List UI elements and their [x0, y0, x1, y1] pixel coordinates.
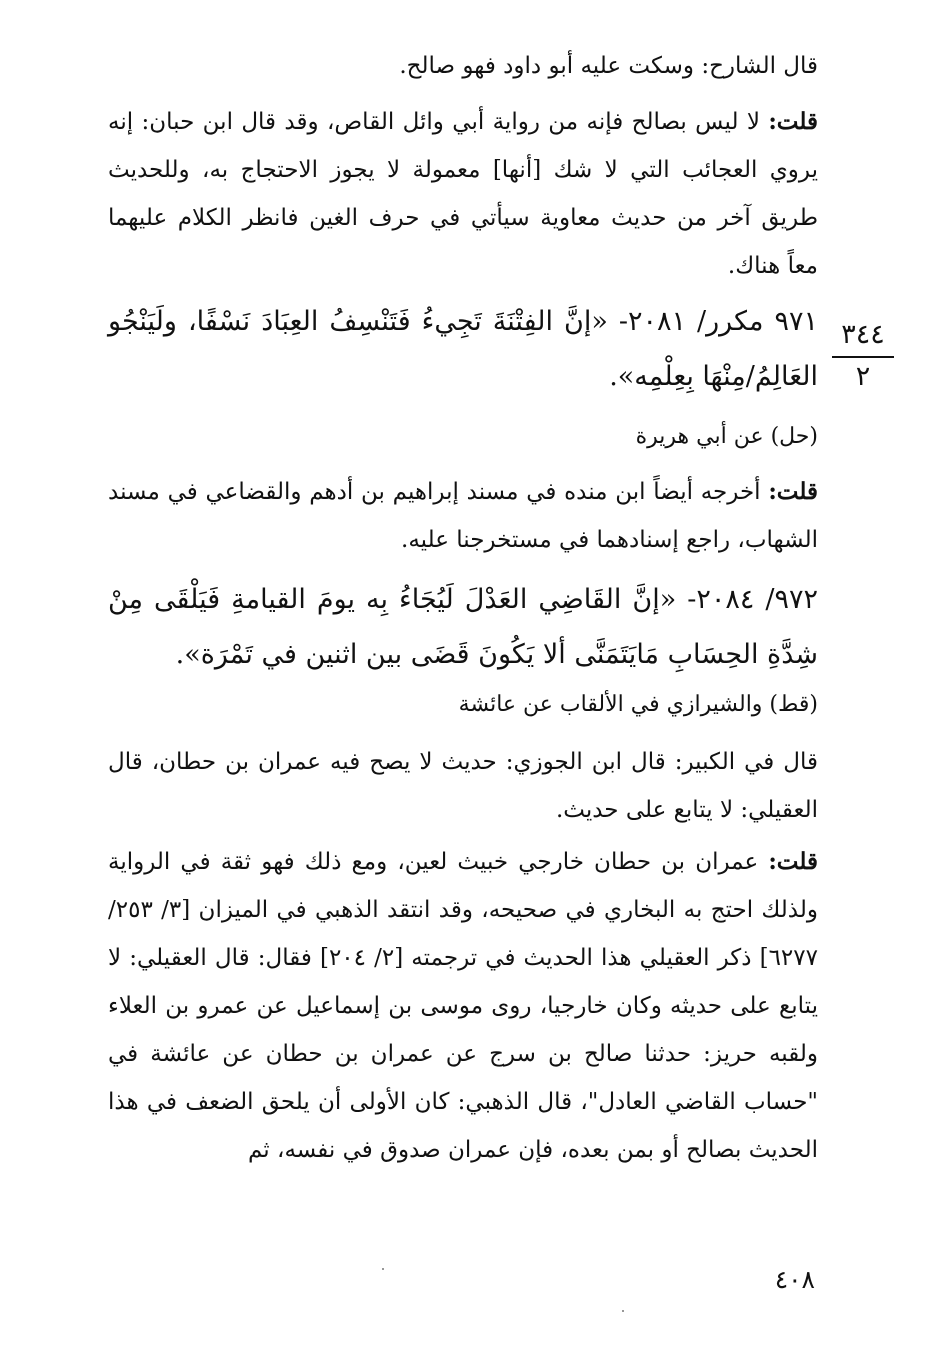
- lead-word: قلت:: [768, 108, 818, 135]
- hadith-text: ٩٧٢/ ٢٠٨٤- «إنَّ القَاضِي العَدْلَ لَيُجَاءُ بِه يومَ القيامةِ فَيَلْقَى مِنْ شِدَّةِ الحِسَابِ مَايَتَمَنَّى ألا يَكُونَ قَضَى بين اثنين في تَمْرَة».: [108, 584, 818, 670]
- commentator-quote: [108, 42, 818, 90]
- source-line-1: [108, 416, 818, 457]
- scan-speck: [622, 1310, 624, 1312]
- source-line-2: [108, 684, 818, 725]
- hadith-971: [108, 294, 818, 404]
- scan-speck: [382, 1268, 384, 1270]
- margin-reference: [832, 318, 894, 394]
- author-note-1: [108, 98, 818, 290]
- hadith-text: ٩٧١ مكرر/ ٢٠٨١- «إنَّ الفِتْنَةَ تَجِيءُ فَتَنْسِفُ العِبَادَ نَسْفًا، ولَيَنْجُو العَالِمُ/مِنْهَا بِعِلْمِه».: [108, 306, 818, 392]
- source-text: (قط) والشيرازي في الألقاب عن عائشة: [458, 692, 818, 717]
- al-kabir-quote: [108, 738, 818, 834]
- author-note-3: [108, 838, 818, 1174]
- paragraph-text: لا ليس بصالح فإنه من رواية أبي وائل القاص، وقد قال ابن حبان: إنه يروي العجائب التي لا شك [أنها] معمولة لا يجوز الاحتجاج به، وللحديث طريق آخر من حديث معاوية سيأتي في حرف الغين فانظر الكلام عليهما معاً هناك.: [108, 109, 818, 279]
- paragraph-text: قال الشارح: وسكت عليه أبو داود فهو صالح.: [399, 53, 818, 79]
- author-note-2: [108, 468, 818, 564]
- lead-word: قلت:: [768, 478, 818, 505]
- source-text: (حل) عن أبي هريرة: [635, 424, 818, 449]
- paragraph-text: أخرجه أيضاً ابن منده في مسند إبراهيم بن أدهم والقضاعي في مسند الشهاب، راجع إسنادهما في مستخرجنا عليه.: [108, 479, 818, 553]
- hadith-972: [108, 572, 818, 682]
- margin-part: ٢: [855, 361, 871, 392]
- page-number: ٤٠٨: [774, 1265, 815, 1294]
- paragraph-text: عمران بن حطان خارجي خبيث لعين، ومع ذلك فهو ثقة في الرواية ولذلك احتج به البخاري في صحيحه، وقد انتقد الذهبي في الميزان [٣/ ٢٥٣/ ٦٢٧٧] ذكر العقيلي هذا الحديث في ترجمته [٢/ ٢٠٤] فقال: قال العقيلي: لا يتابع على حديثه وكان خارجيا، روى موسى بن إسماعيل عن عمرو بن العلاء ولقبه حريز: حدثنا صالح بن سرج عن عمران بن حطان عن عائشة في "حساب القاضي العادل"، قال الذهبي: كان الأولى أن يلحق الضعف في هذا الحديث بصالح أو بمن بعده، فإن عمران صدوق في نفسه، ثم: [108, 849, 818, 1163]
- lead-word: قلت:: [768, 848, 818, 875]
- paragraph-text: قال في الكبير: قال ابن الجوزي: حديث لا يصح فيه عمران بن حطان، قال العقيلي: لا يتابع على حديث.: [108, 749, 818, 823]
- margin-volume-page: ٣٤٤: [832, 318, 894, 358]
